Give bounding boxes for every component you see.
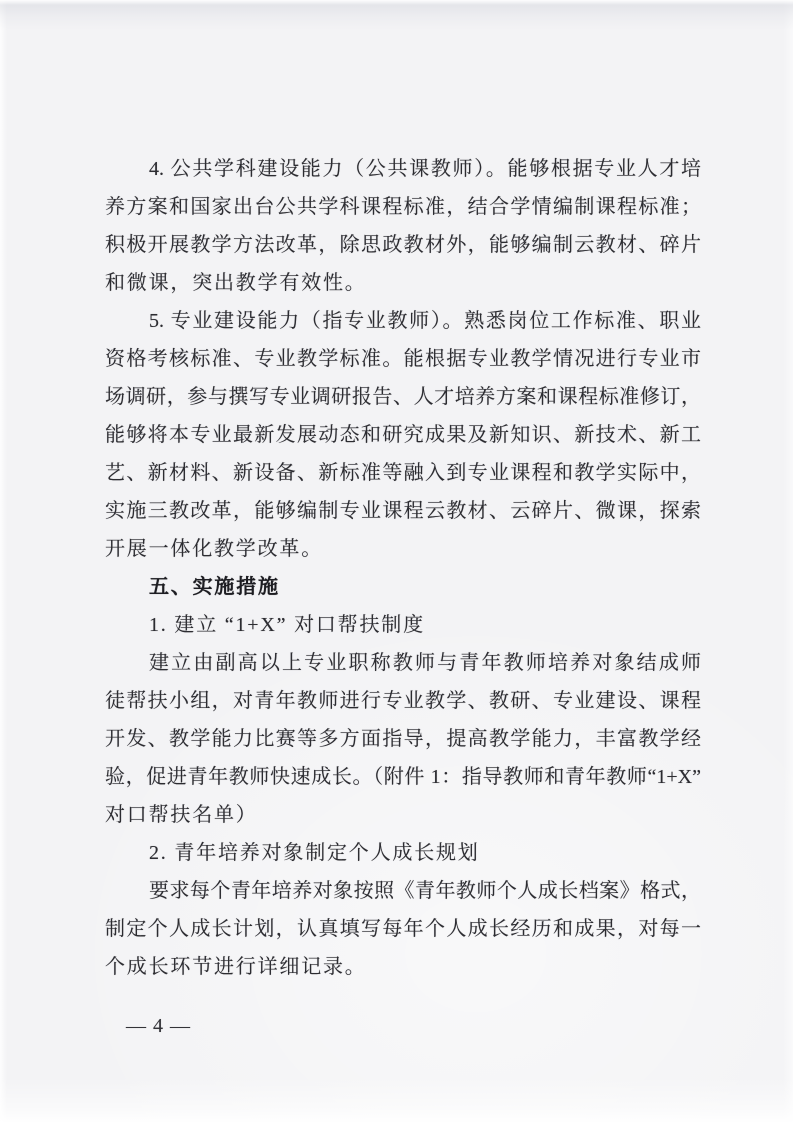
text-line: 资格考核标准、专业教学标准。能根据专业教学情况进行专业市 <box>105 348 701 370</box>
text-line: 积极开展教学方法改革，除思政教材外，能够编制云教材、碎片 <box>105 234 701 256</box>
text-line: 开发、教学能力比赛等多方面指导，提高教学能力，丰富教学经 <box>105 728 701 750</box>
text-line: 验，促进青年教师快速成长。（附件 1：指导教师和青年教师“1+X” <box>105 766 701 788</box>
text-line: 建立由副高以上专业职称教师与青年教师培养对象结成师 <box>149 652 701 674</box>
text-line: 徒帮扶小组，对青年教师进行专业教学、教研、专业建设、课程 <box>105 690 701 712</box>
text-line: 1. 建立 “1+X” 对口帮扶制度 <box>149 614 425 636</box>
section-heading: 五、实施措施 <box>149 576 280 598</box>
text-line: 和微课，突出教学有效性。 <box>105 272 367 294</box>
text-line: 开展一体化教学改革。 <box>105 538 323 560</box>
page-number: — 4 — <box>126 1015 191 1037</box>
text-block <box>105 150 701 986</box>
text-line: 实施三教改革，能够编制专业课程云教材、云碎片、微课，探索 <box>105 500 701 522</box>
text-line: 能够将本专业最新发展动态和研究成果及新知识、新技术、新工 <box>105 424 701 446</box>
text-line: 个成长环节进行详细记录。 <box>105 956 367 978</box>
text-line: 制定个人成长计划，认真填写每年个人成长经历和成果，对每一 <box>105 918 701 940</box>
text-line: 场调研，参与撰写专业调研报告、人才培养方案和课程标准修订， <box>105 386 701 408</box>
text-line: 对口帮扶名单） <box>105 804 258 826</box>
text-line: 艺、新材料、新设备、新标准等融入到专业课程和教学实际中， <box>105 462 701 484</box>
text-line: 养方案和国家出台公共学科课程标准，结合学情编制课程标准； <box>105 196 701 218</box>
text-line: 2. 青年培养对象制定个人成长规划 <box>149 842 480 864</box>
text-line: 5. 专业建设能力（指专业教师）。熟悉岗位工作标准、职业 <box>149 310 701 332</box>
text-line: 4. 公共学科建设能力（公共课教师）。能够根据专业人才培 <box>149 158 701 180</box>
text-line: 要求每个青年培养对象按照《青年教师个人成长档案》格式， <box>149 880 701 902</box>
